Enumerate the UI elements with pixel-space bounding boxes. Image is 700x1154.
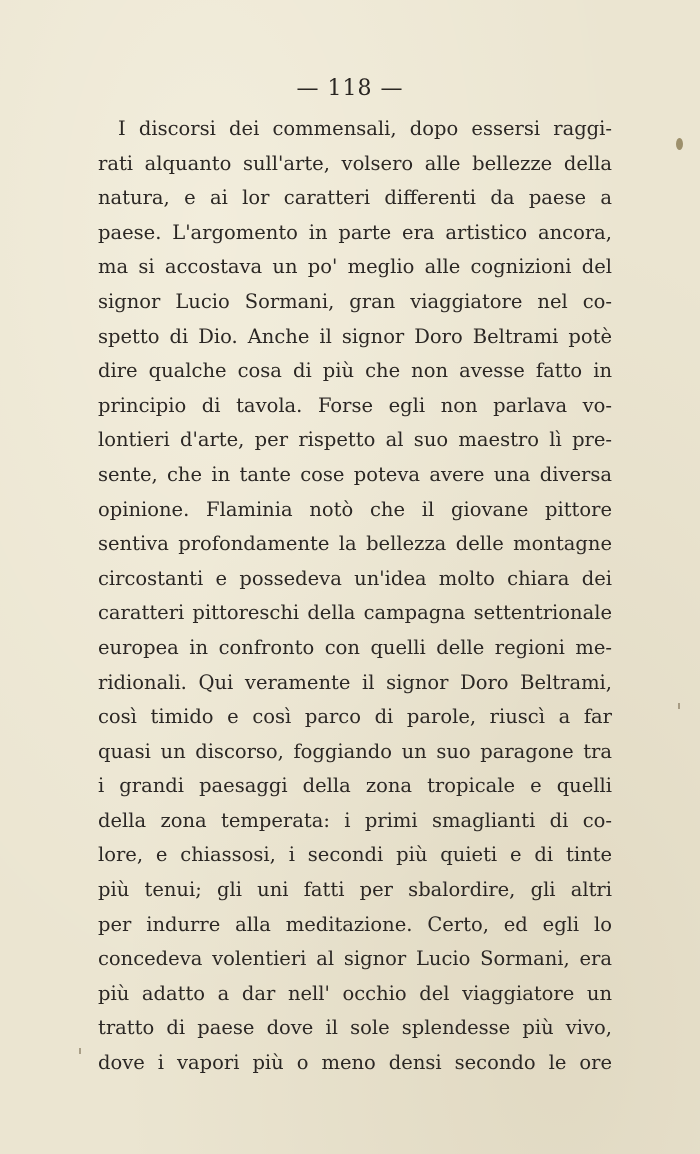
body-text (98, 112, 612, 1081)
text-line: caratteri pittoreschi della campagna settentrionale (98, 601, 612, 625)
text-line: principio di tavola. Forse egli non parlava vo- (98, 393, 612, 417)
text-line: dove i vapori più o meno densi secondo le ore (98, 1051, 612, 1075)
ink-blot (676, 138, 683, 150)
text-line: i grandi paesaggi della zona tropicale e quelli (98, 774, 612, 798)
text-line: europea in confronto con quelli delle regioni me- (98, 635, 612, 659)
page-number: — 118 — (296, 76, 404, 101)
text-line: più adatto a dar nell' occhio del viaggiatore un (98, 981, 612, 1005)
text-line: signor Lucio Sormani, gran viaggiatore nel co- (98, 289, 612, 313)
text-line: più tenui; gli uni fatti per sbalordire, gli altri (98, 878, 612, 902)
text-line: ridionali. Qui veramente il signor Doro Beltrami, (98, 670, 612, 694)
text-line: sente, che in tante cose poteva avere una diversa (98, 462, 612, 486)
text-line: paese. L'argomento in parte era artistico ancora, (98, 220, 612, 244)
text-line: così timido e così parco di parole, riuscì a far (98, 705, 612, 729)
text-line: I discorsi dei commensali, dopo essersi raggi- (118, 117, 612, 140)
text-line: dire qualche cosa di più che non avesse fatto in (98, 359, 612, 383)
text-line: natura, e ai lor caratteri differenti da paese a (98, 186, 612, 210)
text-line: concedeva volentieri al signor Lucio Sormani, era (98, 947, 612, 971)
text-line: opinione. Flaminia notò che il giovane pittore (98, 497, 612, 521)
text-line: quasi un discorso, foggiando un suo paragone tra (98, 739, 612, 763)
text-line: spetto di Dio. Anche il signor Doro Beltrami potè (98, 324, 612, 348)
text-line: della zona temperata: i primi smaglianti di co- (98, 808, 612, 832)
text-line: circostanti e possedeva un'idea molto chiara dei (98, 566, 612, 590)
paper-speck (79, 1048, 81, 1054)
text-line: lore, e chiassosi, i secondi più quieti e di tinte (98, 843, 612, 867)
text-line: sentiva profondamente la bellezza delle montagne (98, 532, 612, 556)
paper-speck (678, 703, 680, 709)
text-line: rati alquanto sull'arte, volsero alle bellezze della (98, 151, 612, 175)
text-line: ma si accostava un po' meglio alle cognizioni del (98, 255, 612, 279)
text-line: lontieri d'arte, per rispetto al suo maestro lì pre- (98, 428, 612, 452)
text-line: tratto di paese dove il sole splendesse più vivo, (98, 1016, 612, 1040)
text-line: per indurre alla meditazione. Certo, ed egli lo (98, 912, 612, 936)
